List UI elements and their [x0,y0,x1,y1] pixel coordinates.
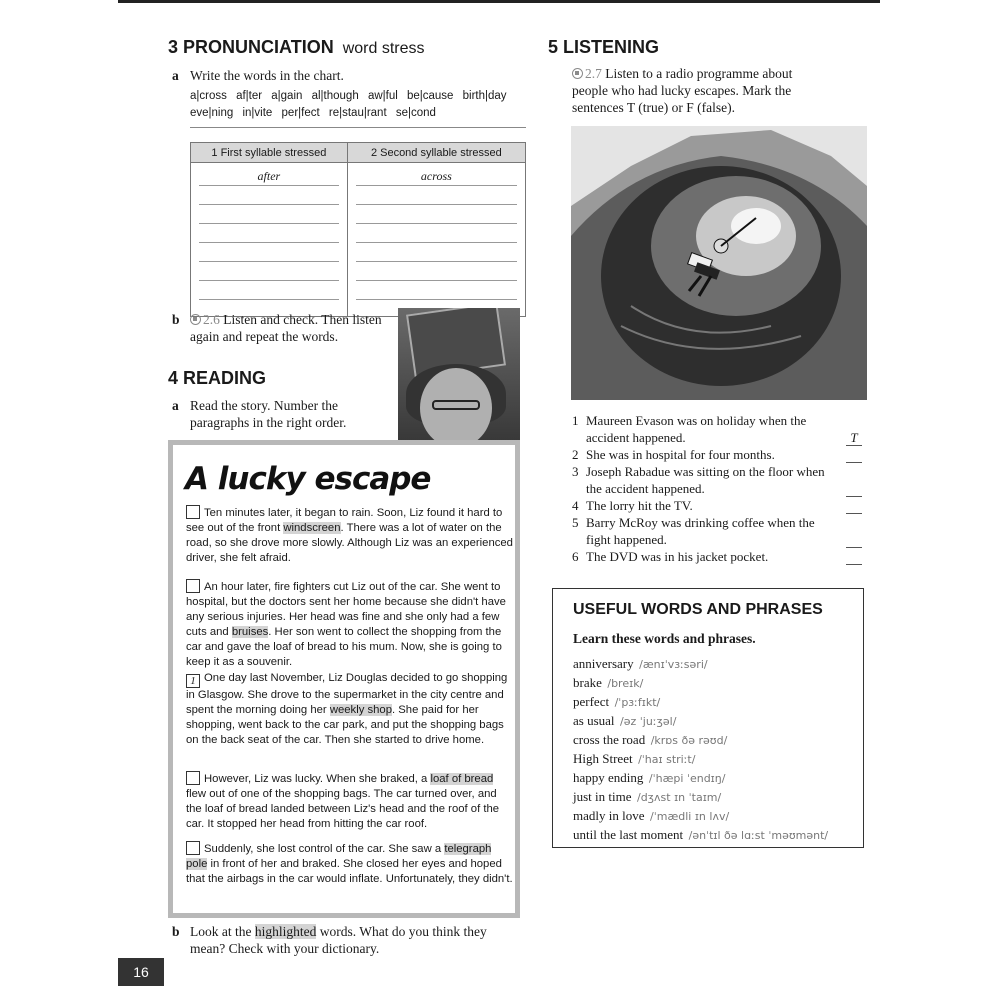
answer-line[interactable] [356,226,517,243]
speaker-icon [190,314,201,325]
tf-item [572,514,862,548]
highlighted-word: weekly shop [329,704,392,716]
paragraph-text: Suddenly, she lost control of the car. She saw a [204,843,445,855]
track-number: 2.6 [203,312,220,327]
audio-track[interactable] [572,65,602,82]
chart-header-first-syllable: 1 First syllable stressed [191,143,348,163]
highlight-sample: highlighted [254,924,317,939]
glasses [432,400,480,410]
vocab-pronunciation: /ˈhæpi ˈendɪŋ/ [645,772,726,785]
vocab-pronunciation: /ənˈtɪl ðə lɑːst ˈməʊmənt/ [685,829,829,842]
word-item: be|cause [406,90,454,102]
useful-subtitle: Learn these words and phrases. [573,631,756,646]
vocab-item [573,750,828,769]
exercise-instruction: Listen to a radio programme about people who had lucky escapes. Mark the sentences T (true) or F (false). [572,66,793,115]
tf-statement: She was in hospital for four months. [586,447,775,462]
vocab-word: brake [573,675,602,690]
section-5-heading [548,37,659,58]
true-false-list [572,412,862,565]
instruction-text: words. What do you think they mean? Check with your dictionary. [190,924,487,956]
vocab-word: cross the road [573,732,646,747]
word-item: se|cond [395,107,436,119]
vocab-item [573,788,828,807]
section-title: LISTENING [563,37,660,57]
stress-chart [190,142,526,317]
vocab-word: happy ending [573,770,644,785]
paragraph-text: in front of her and braked. She closed her eyes and hoped that the airbags in the car would inflate. Unfortunately, they didn't. [186,858,513,885]
paragraph-text: One day last November, Liz Douglas decided to go shopping in Glasgow. She drove to the supermarket in the city centre and spent the morning doing her [186,672,508,716]
tf-number: 4 [572,498,579,513]
tf-item [572,463,862,497]
highlighted-word: bruises [231,626,269,638]
vocabulary-list [573,655,828,845]
tf-answer-blank[interactable] [846,480,862,497]
exercise-4b [172,923,520,957]
tf-answer-blank[interactable] [846,548,862,565]
word-item: birth|day [462,90,507,102]
exercise-instruction: Listen and check. Then listen again and repeat the words. [190,312,382,344]
exercise-label: b [172,312,180,327]
word-item: per|fect [281,107,320,119]
word-item: a|gain [271,90,303,102]
section-number: 3 [168,37,179,57]
exercise-instruction: Write the words in the chart. [190,68,344,83]
vocab-item [573,712,828,731]
vocab-item [573,693,828,712]
story-paragraph [186,841,514,887]
page-number: 16 [118,958,164,986]
speaker-icon [572,68,583,79]
word-item: eve|ning [190,107,234,119]
word-item: a|cross [190,90,227,102]
vocab-pronunciation: /dʒʌst ɪn ˈtaɪm/ [633,791,722,804]
exercise-label: a [172,68,179,83]
vocab-word: anniversary [573,656,634,671]
exercise-label: b [172,924,180,939]
answer-line[interactable] [356,264,517,281]
vocab-pronunciation: /əz ˈjuːʒəl/ [616,715,677,728]
vocab-word: High Street [573,751,633,766]
tf-statement: The lorry hit the TV. [586,498,693,513]
answer-line[interactable] [199,207,339,224]
vocab-word: perfect [573,694,610,709]
word-item: af|ter [236,90,263,102]
answer-line[interactable] [356,207,517,224]
paragraph-text: However, Liz was lucky. When she braked, a [204,773,431,785]
tf-answer-blank[interactable] [846,531,862,548]
useful-words-box [552,588,864,848]
exercise-3a [172,67,344,84]
tf-answer-blank[interactable] [846,446,862,463]
word-item: al|though [311,90,359,102]
word-item: aw|ful [367,90,398,102]
exercise-3b [172,311,390,345]
answer-line[interactable] [199,264,339,281]
paragraph-text: . She paid for her shopping, went back to the car park, and put the shopping bags on the back seat of the car. Then she started to drive home. [186,704,504,746]
story-paragraph [186,671,514,748]
paragraph-number-box[interactable] [186,841,200,855]
vocab-word: as usual [573,713,615,728]
track-number: 2.7 [585,66,602,81]
paragraph-text: Ten minutes later, it began to rain. Soon, Liz found it hard to see out of the front [186,507,503,534]
word-item: in|vite [242,107,273,119]
tf-answer-blank[interactable] [846,497,862,514]
vocab-pronunciation: /ænɪˈvɜːsəri/ [635,658,708,671]
instruction-text: Look at the [190,924,255,939]
vocab-pronunciation: /krɒs ðə rəʊd/ [647,734,728,747]
chart-column-second[interactable] [347,163,525,317]
word-item: re|stau|rant [328,107,387,119]
vocab-pronunciation: /ˈmædli ɪn lʌv/ [646,810,730,823]
paragraph-text: . There was a lot of water on the road, so she drove more slowly. Although Liz was an experienced driver, she felt afraid. [186,522,513,564]
story-title: A lucky escape [185,461,431,497]
paragraph-text: An hour later, fire fighters cut Liz out of the car. She went to hospital, but the doctors sent her home because she didn't have any serious injuries. Her head was fine and she only had a few cuts and [186,581,506,638]
answer-line[interactable] [199,245,339,262]
highlighted-word: telegraph pole [186,843,492,870]
story-paragraph [186,579,514,670]
vocab-pronunciation: /ˈpɜːfɪkt/ [611,696,661,709]
highlighted-word: windscreen [283,522,341,534]
tf-statement: Maureen Evason was on holiday when the accident happened. [586,413,807,445]
audio-track[interactable] [190,311,220,328]
vocab-item [573,674,828,693]
vocab-word: until the last moment [573,827,684,842]
tf-answer-blank[interactable]: T [846,429,862,446]
tf-number: 2 [572,447,579,462]
chart-header-second-syllable: 2 Second syllable stressed [347,143,525,163]
tf-number: 1 [572,413,579,428]
answer-line[interactable] [356,245,517,262]
paragraph-number-box[interactable] [186,771,200,785]
vocab-pronunciation: /breɪk/ [603,677,644,690]
paragraph-number-box[interactable] [186,579,200,593]
tf-item [572,548,862,565]
top-rule [118,0,880,3]
tf-number: 6 [572,549,579,564]
useful-title: USEFUL WORDS AND PHRASES [573,601,823,618]
exercise-4a [172,397,370,431]
answer-line[interactable] [356,283,517,300]
volcano-illustration [571,126,867,400]
chart-example-second: across [356,169,517,186]
tf-number: 5 [572,515,579,530]
tf-item [572,497,862,514]
section-number: 4 [168,368,179,388]
paragraph-number-box[interactable] [186,505,200,519]
highlighted-word: loaf of bread [430,773,494,785]
answer-line[interactable] [356,188,517,205]
tf-item [572,412,862,446]
tf-statement: Joseph Rabadue was sitting on the floor when the accident happened. [586,464,825,496]
paragraph-text: . Her son went to collect the shopping from the car and gave the loaf of bread to his mum. Now, she is going to keep it as a souvenir. [186,626,502,668]
story-paragraph [186,771,514,832]
answer-line[interactable] [199,283,339,300]
section-4-heading [168,368,266,389]
vocab-item [573,826,828,845]
tf-statement: Barry McRoy was drinking coffee when the fight happened. [586,515,815,547]
tf-statement: The DVD was in his jacket pocket. [586,549,769,564]
vocab-item [573,655,828,674]
story-box [168,440,520,918]
vocab-item [573,769,828,788]
exercise-instruction: Read the story. Number the paragraphs in the right order. [190,398,347,430]
section-3-heading [168,37,425,58]
exercise-5 [572,65,822,116]
vocab-item [573,807,828,826]
tf-number: 3 [572,464,579,479]
paragraph-text: flew out of one of the shopping bags. The car turned over, and the loaf of bread landed between Liz's head and the roof of the car. It stopped her head from hitting the car roof. [186,788,500,830]
story-paragraph [186,505,514,566]
tf-item [572,446,862,463]
vocab-pronunciation: /ˈhaɪ striːt/ [634,753,696,766]
word-list [190,88,526,128]
chart-column-first[interactable] [191,163,348,317]
section-number: 5 [548,37,559,57]
exercise-label: a [172,398,179,413]
answer-line[interactable] [199,226,339,243]
answer-line[interactable] [199,188,339,205]
vocab-word: just in time [573,789,632,804]
section-title: READING [183,368,267,388]
vocab-word: madly in love [573,808,645,823]
vocab-item [573,731,828,750]
chart-example-first: after [199,169,339,186]
paragraph-number-box[interactable]: 1 [186,674,200,688]
section-subtitle: word stress [342,40,425,57]
section-title: PRONUNCIATION [183,37,334,57]
